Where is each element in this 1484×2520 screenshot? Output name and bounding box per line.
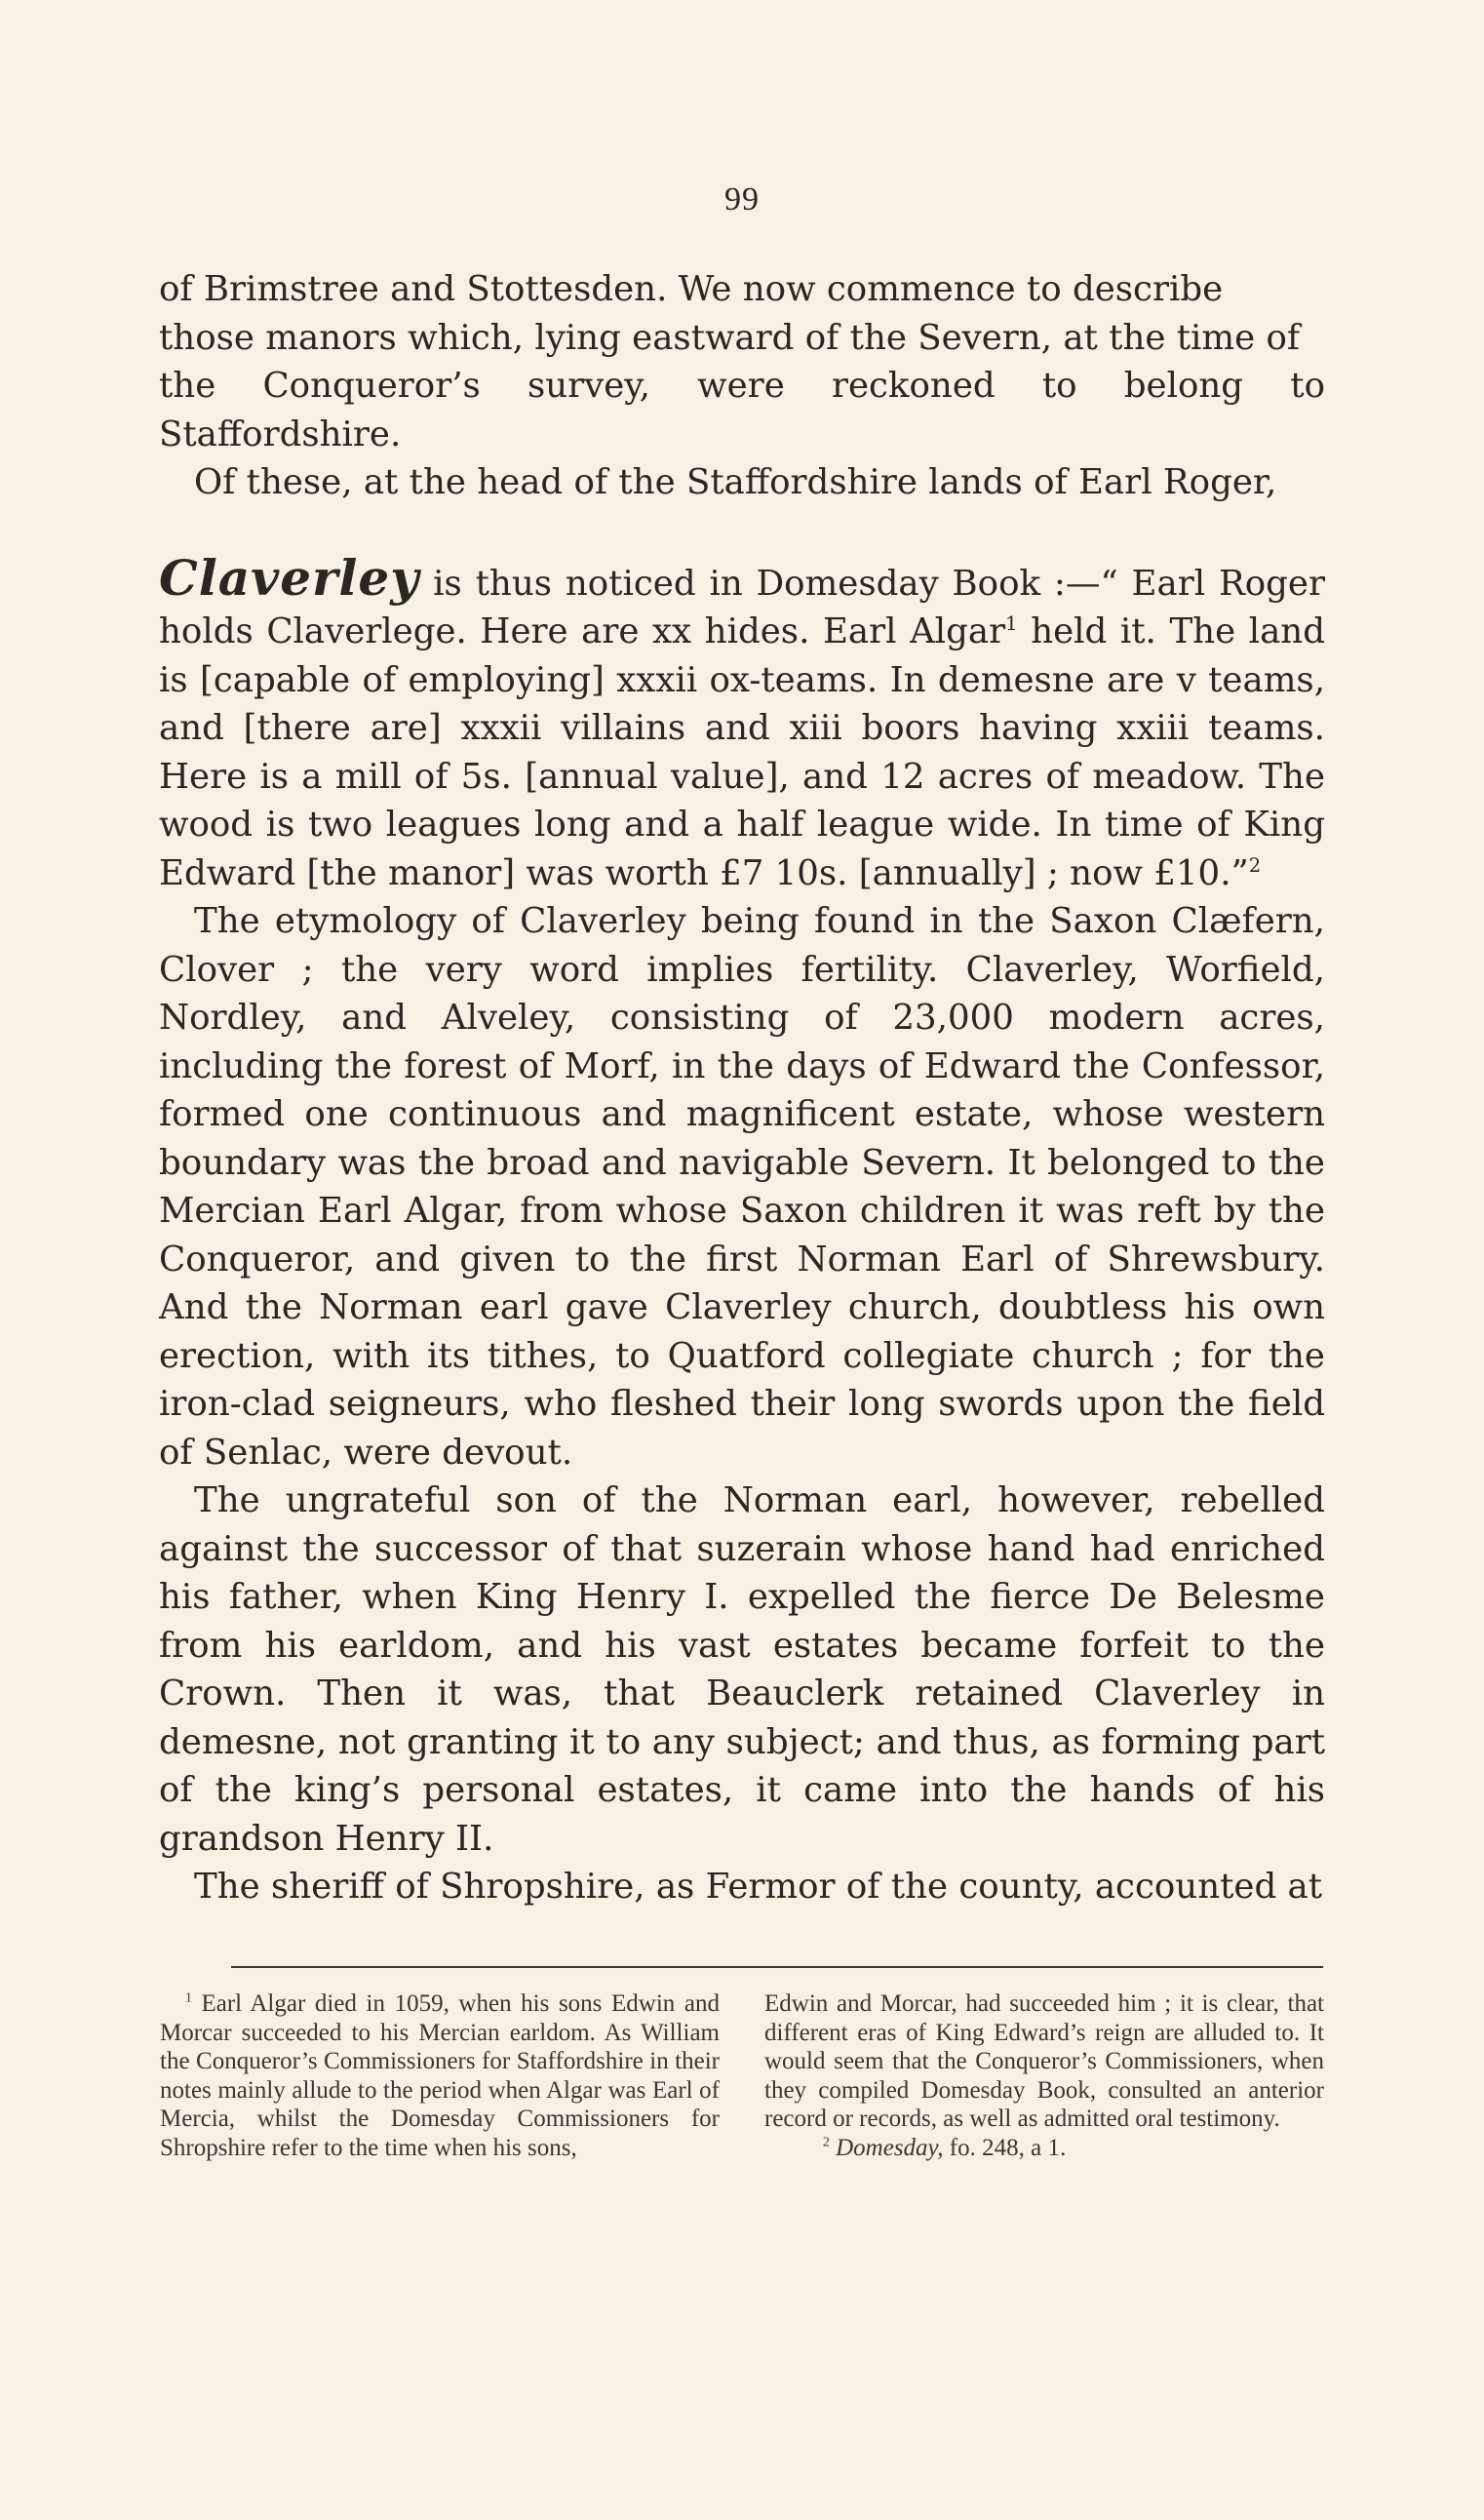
footnote-1-part-1	[160, 1989, 720, 2162]
paragraph-sheriff: The sheriff of Shropshire, as Fermor of the county, accounted at	[194, 1867, 1323, 1907]
claverley-heading-word: Claverley	[159, 548, 420, 607]
paragraph-1-line-2: those manors which, lying eastward of the Severn, at the time of	[159, 317, 1301, 358]
footnote-2-marker: 2	[823, 2134, 830, 2149]
paragraph-ungrateful-son: The ungrateful son of the Norman earl, however, rebelled against the successor of that suzerain whose hand had enriched his father, when King Henry I. expelled the fierce De Belesme from his earldom, and his vast estates became forfeit to the Crown. Then it was, that Beauclerk retained Claverley in demesne, not granting it to any subject; and thus, as forming part of the king’s personal estates, it came into the hands of his grandson Henry II.	[159, 1480, 1325, 1859]
paragraph-2: Of these, at the head of the Staffordshire lands of Earl Roger,	[194, 462, 1277, 502]
footnote-2	[764, 2134, 1324, 2163]
footnote-1-marker: 1	[185, 1989, 192, 2005]
page-number: 99	[724, 181, 760, 217]
footnote-2-source: Domesday,	[836, 2134, 944, 2161]
paragraph-claverley	[159, 548, 1325, 898]
footnote-ref-1: 1	[1005, 612, 1018, 636]
footnote-1-text-left: Earl Algar died in 1059, when his sons Edwin and Morcar succeeded to his Mercian earldom. As William the Conqueror’s Commissioners for Staffordshire in their notes mainly allude to the period when Algar was Earl of Mercia, whilst the Domesday Commissioners for Shropshire refer to the time when his sons,	[160, 1990, 720, 2161]
footnotes	[160, 1989, 1324, 2162]
domesday-quote-part-1: is thus noticed in Domesday Book :—“ Earl Roger holds Claverlege. Here are xx hides. Earl Algar	[159, 563, 1325, 651]
paragraph-etymology: The etymology of Claverley being found in the Saxon Clæfern, Clover ; the very word implies fertility. Claverley, Worfield, Nordley, and Alveley, consisting of 23,000 modern acres, including the forest of Morf, in the days of Edward the Confessor, formed one continuous and magnificent estate, whose western boundary was the broad and navigable Severn. It belonged to the Mercian Earl Algar, from whose Saxon children it was reft by the Conqueror, and given to the first Norman Earl of Shrewsbury. And the Norman earl gave Claverley church, doubtless his own erection, with its tithes, to Quatford collegiate church ; for the iron-clad seigneurs, who fleshed their long swords upon the field of Senlac, were devout.	[159, 901, 1325, 1473]
footnote-1-part-2: Edwin and Morcar, had succeeded him ; it is clear, that different eras of King Edward’s reign are alluded to. It would seem that the Conqueror’s Commissioners, when they compiled Domesday Book, consulted an anterior record or records, as well as admitted oral testimony.	[764, 1990, 1324, 2132]
footnote-column-left	[160, 1989, 720, 2162]
paragraph-1-line-1: of Brimstree and Stottesden. We now commence to describe	[159, 269, 1224, 309]
paragraph-1	[159, 265, 1325, 458]
body-text	[159, 265, 1325, 1911]
domesday-quote-part-2: held it. The land is [capable of employing] xxxii ox-teams. In demesne are v teams, and [there are] xxxii villains and xiii boors having xxiii teams. Here is a mill of 5s. [annual value], and 12 acres of meadow. The wood is two leagues long and a half league wide. In time of King Edward [the manor] was worth £7 10s. [annually] ; now £10.”	[159, 611, 1325, 893]
footnote-column-right	[764, 1989, 1324, 2162]
paragraph-1-line-3: the Conqueror’s survey, were reckoned to belong to Staffordshire.	[159, 366, 1325, 454]
footnote-divider	[231, 1966, 1323, 1968]
footnote-ref-2: 2	[1248, 853, 1262, 877]
footnote-2-ref: fo. 248, a 1.	[943, 2134, 1067, 2161]
